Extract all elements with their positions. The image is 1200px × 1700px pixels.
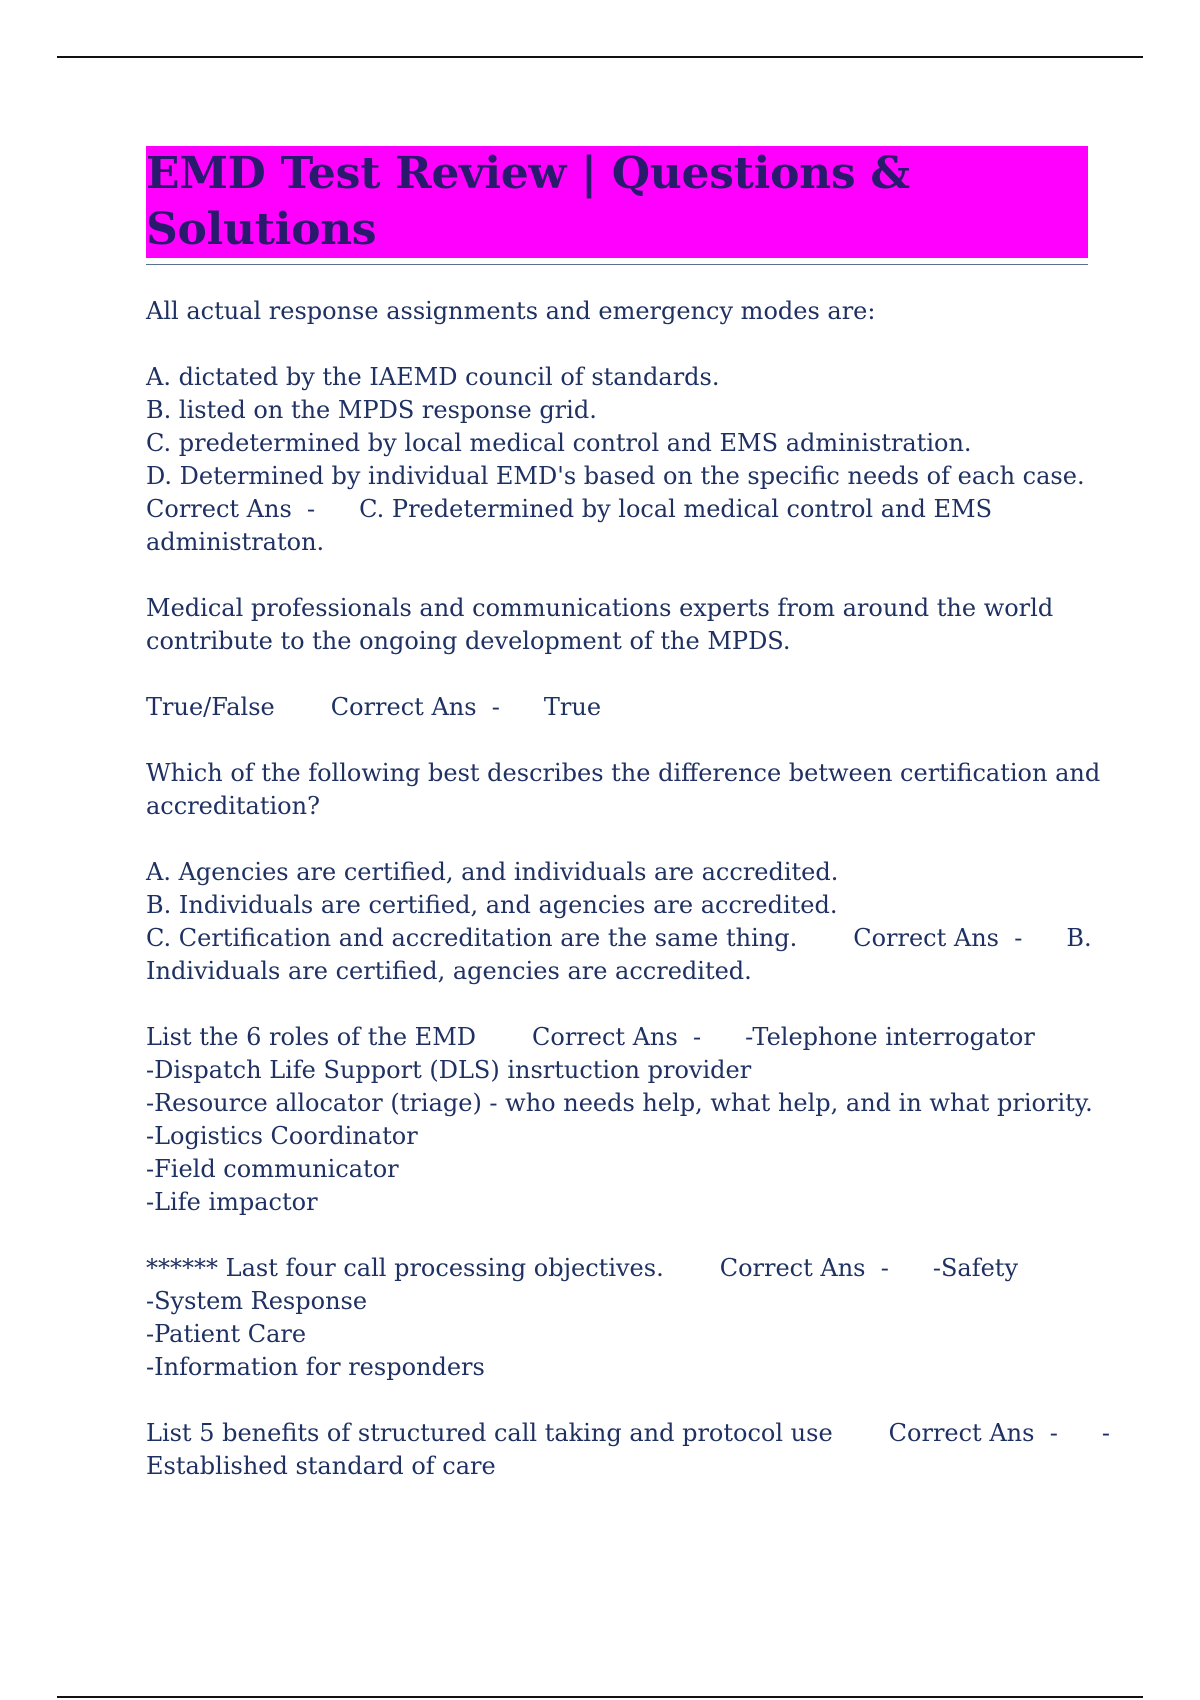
answer-line	[146, 493, 1092, 526]
question-5	[146, 1252, 1092, 1384]
answer-label: Correct Ans -	[719, 1254, 889, 1282]
question-text: List 5 benefits of structured call taking and protocol use	[146, 1419, 833, 1447]
option-d: D. Determined by individual EMD's based on the specific needs of each case.	[146, 462, 1085, 490]
answer-item: -Life impactor	[146, 1188, 318, 1216]
answer-label: Correct Ans -	[888, 1419, 1058, 1447]
answer-text-cont: administraton.	[146, 528, 325, 556]
answer-text-cont: Established standard of care	[146, 1452, 496, 1480]
answer-text: -Safety	[932, 1254, 1019, 1282]
answer-line	[146, 922, 1092, 955]
question-text: List the 6 roles of the EMD	[146, 1023, 477, 1051]
answer-item: -System Response	[146, 1287, 368, 1315]
answer-item: -Logistics Coordinator	[146, 1122, 418, 1150]
header-rule	[57, 56, 1143, 58]
question-text: All actual response assignments and emergency modes are:	[146, 297, 876, 325]
answer-text: C. Predetermined by local medical control and EMS	[359, 495, 993, 523]
question-prefix: True/False	[146, 693, 275, 721]
question-6	[146, 1417, 1110, 1483]
question-1	[146, 295, 1092, 559]
question-4	[146, 1021, 1092, 1219]
answer-item: -Patient Care	[146, 1320, 307, 1348]
option-b: B. Individuals are certified, and agencies are accredited.	[146, 891, 838, 919]
option-b: B. listed on the MPDS response grid.	[146, 396, 597, 424]
question-text: Medical professionals and communications experts from around the world	[146, 594, 1054, 622]
answer-item: -Resource allocator (triage) - who needs help, what help, and in what priority.	[146, 1089, 1093, 1117]
question-text-cont: contribute to the ongoing development of the MPDS.	[146, 627, 791, 655]
answer-line	[146, 1021, 1092, 1054]
question-3	[146, 757, 1101, 988]
answer-text: -	[1101, 1419, 1110, 1447]
document-body	[146, 146, 1110, 1483]
answer-line	[146, 1252, 1092, 1285]
answer-text: B.	[1066, 924, 1092, 952]
answer-label: Correct Ans -	[853, 924, 1023, 952]
answer-item: -Dispatch Life Support (DLS) insrtuction provider	[146, 1056, 752, 1084]
answer-item: -Field communicator	[146, 1155, 399, 1183]
footer-rule	[57, 1696, 1143, 1698]
option-c: C. Certification and accreditation are the same thing.	[146, 924, 798, 952]
answer-item: -Information for responders	[146, 1353, 485, 1381]
option-a: A. Agencies are certified, and individuals are accredited.	[146, 858, 839, 886]
question-text: ****** Last four call processing objectives.	[146, 1254, 664, 1282]
answer-text: True	[543, 693, 602, 721]
answer-line	[146, 1417, 1110, 1450]
option-a: A. dictated by the IAEMD council of standards.	[146, 363, 720, 391]
answer-label: Correct Ans -	[146, 495, 316, 523]
answer-text-cont: Individuals are certified, agencies are accredited.	[146, 957, 752, 985]
answer-line	[146, 691, 1092, 724]
page-title: EMD Test Review | Questions & Solutions	[146, 146, 1088, 258]
answer-text: -Telephone interrogator	[745, 1023, 1035, 1051]
option-c: C. predetermined by local medical control and EMS administration.	[146, 429, 972, 457]
title-block	[146, 146, 1088, 265]
question-text: Which of the following best describes the difference between certification and	[146, 759, 1101, 787]
question-text-cont: accreditation?	[146, 792, 320, 820]
answer-label: Correct Ans -	[532, 1023, 702, 1051]
question-2	[146, 592, 1092, 724]
answer-label: Correct Ans -	[330, 693, 500, 721]
